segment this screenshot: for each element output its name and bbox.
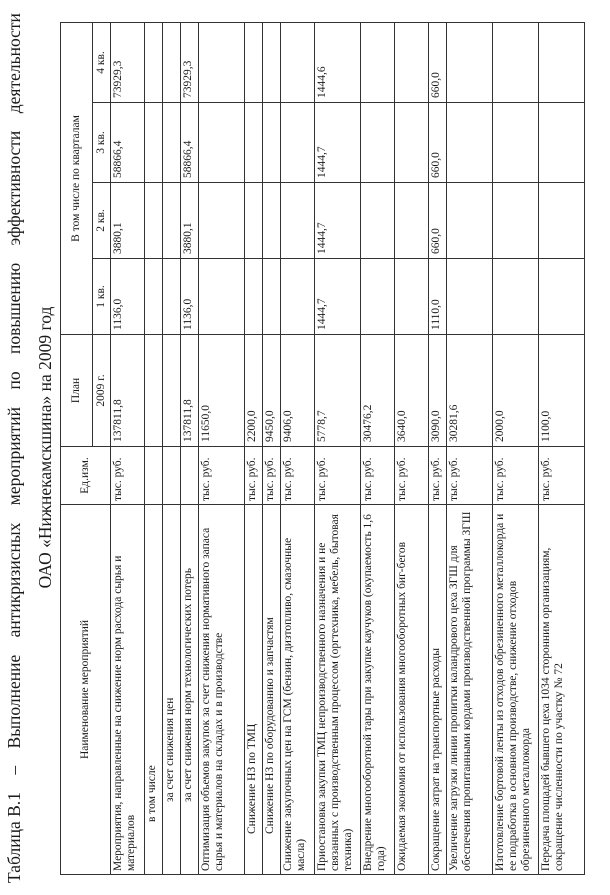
row-unit-cell: тыс. руб. (281, 447, 315, 505)
row-plan-cell: 2200,0 (245, 335, 263, 447)
row-q2-cell: 660,0 (429, 183, 447, 259)
row-q1-cell (539, 259, 585, 335)
title-word: Выполнение (4, 654, 24, 749)
row-plan-cell (145, 335, 163, 447)
row-q3-cell: 660,0 (429, 103, 447, 183)
row-unit-cell (145, 447, 163, 505)
row-unit-cell: тыс. руб. (199, 447, 245, 505)
row-name-cell: Ожидаемая экономия от использования многооборотных биг-бегов (395, 505, 429, 875)
row-plan-cell: 9450,0 (263, 335, 281, 447)
row-q2-cell (281, 183, 315, 259)
header-q3: 3 кв. (93, 103, 111, 183)
row-q3-cell (361, 103, 395, 183)
row-unit-cell: тыс. руб. (245, 447, 263, 505)
row-q4-cell (361, 22, 395, 102)
table-row (281, 22, 315, 874)
table-body (111, 22, 585, 874)
row-unit-cell: тыс. руб. (447, 447, 493, 505)
row-name-cell: за счет снижения норм технологических потерь (181, 505, 199, 875)
row-q4-cell (493, 22, 539, 102)
row-q3-cell (145, 103, 163, 183)
row-q4-cell: 73929,3 (111, 22, 145, 102)
row-q1-cell (493, 259, 539, 335)
table-row (539, 22, 585, 874)
row-q1-cell: 1136,0 (111, 259, 145, 335)
row-unit-cell: тыс. руб. (111, 447, 145, 505)
row-q3-cell: 58866,4 (111, 103, 145, 183)
title-word: антикризисных (4, 522, 24, 638)
table-row (315, 22, 361, 874)
row-q3-cell (539, 103, 585, 183)
row-q1-cell (361, 259, 395, 335)
row-q2-cell (263, 183, 281, 259)
row-unit-cell (163, 447, 181, 505)
header-plan-year: 2009 г. (93, 335, 111, 447)
title-word: по (4, 371, 24, 390)
row-q2-cell (163, 183, 181, 259)
row-q1-cell: 1110,0 (429, 259, 447, 335)
table-row (263, 22, 281, 874)
header-quarters-group: В том числе по кварталам (61, 22, 93, 334)
row-plan-cell (163, 335, 181, 447)
row-q3-cell (281, 103, 315, 183)
row-name-cell: Оптимизация объемов закупок за счет снижения нормативного запаса сырья и материалов на складах и в производстве (199, 505, 245, 875)
row-unit-cell: тыс. руб. (493, 447, 539, 505)
table-row (181, 22, 199, 874)
row-q3-cell (199, 103, 245, 183)
row-q3-cell: 1444,7 (315, 103, 361, 183)
header-q2: 2 кв. (93, 183, 111, 259)
table-row (163, 22, 181, 874)
row-q4-cell (163, 22, 181, 102)
row-name-cell: Изготовление бортовой ленты из отходов обрезиненного металлокорда и ее подработка в основном производстве, снижение отходов обрезиненного металлокорда (493, 505, 539, 875)
table-row (145, 22, 163, 874)
row-unit-cell: тыс. руб. (263, 447, 281, 505)
row-name-cell: в том числе (145, 505, 163, 875)
row-plan-cell: 9406,0 (281, 335, 315, 447)
measures-table (60, 22, 585, 875)
table-row (199, 22, 245, 874)
table-row (111, 22, 145, 874)
title-word: эффективности (4, 130, 24, 246)
row-q2-cell (539, 183, 585, 259)
row-plan-cell: 3090,0 (429, 335, 447, 447)
row-name-cell: Передача площадей бывшего цеха 1034 сторонним организациям, сокращение численности по участку № 72 (539, 505, 585, 875)
row-q3-cell: 58866,4 (181, 103, 199, 183)
row-plan-cell: 137811,8 (181, 335, 199, 447)
row-unit-cell: тыс. руб. (315, 447, 361, 505)
row-q1-cell (395, 259, 429, 335)
row-name-cell: Сокращение затрат на транспортные расходы (429, 505, 447, 875)
row-q3-cell (163, 103, 181, 183)
row-name-cell: Мероприятия, направленные на снижение норм расхода сырья и материалов (111, 505, 145, 875)
header-unit: Ед.изм. (61, 447, 111, 505)
row-name-cell: за счет снижения цен (163, 505, 181, 875)
row-q4-cell (395, 22, 429, 102)
row-unit-cell: тыс. руб. (361, 447, 395, 505)
row-q4-cell: 73929,3 (181, 22, 199, 102)
row-q1-cell (199, 259, 245, 335)
row-plan-cell: 30281,6 (447, 335, 493, 447)
row-q1-cell (281, 259, 315, 335)
row-q2-cell: 3880,1 (111, 183, 145, 259)
row-q3-cell (447, 103, 493, 183)
title-word: Таблица В.1 (4, 792, 24, 883)
row-name-cell: Снижение закупочных цен на ГСМ (бензин, дизтопливо, смазочные масла) (281, 505, 315, 875)
row-q2-cell: 3880,1 (181, 183, 199, 259)
row-q4-cell (145, 22, 163, 102)
row-plan-cell: 5778,7 (315, 335, 361, 447)
row-plan-cell: 11650,0 (199, 335, 245, 447)
row-q2-cell (361, 183, 395, 259)
row-q1-cell (447, 259, 493, 335)
row-q4-cell: 660,0 (429, 22, 447, 102)
row-q2-cell: 1444,7 (315, 183, 361, 259)
row-q3-cell (263, 103, 281, 183)
title-word: повышению (4, 262, 24, 354)
row-unit-cell: тыс. руб. (429, 447, 447, 505)
row-plan-cell: 2000,0 (493, 335, 539, 447)
header-plan: План (61, 335, 93, 447)
table-row (361, 22, 395, 874)
row-name-cell: Внедрение многооборотной тары при закупке каучуков (окупаемость 1,6 года) (361, 505, 395, 875)
table-title-line-2: ОАО «Нижнекамскшина» на 2009 год (35, 306, 55, 589)
row-unit-cell: тыс. руб. (539, 447, 585, 505)
row-q3-cell (245, 103, 263, 183)
row-unit-cell: тыс. руб. (395, 447, 429, 505)
table-row (395, 22, 429, 874)
row-q4-cell (199, 22, 245, 102)
row-q1-cell (263, 259, 281, 335)
row-q1-cell: 1136,0 (181, 259, 199, 335)
row-q4-cell (245, 22, 263, 102)
row-plan-cell: 3640,0 (395, 335, 429, 447)
header-name: Наименование мероприятий (61, 505, 111, 875)
row-q1-cell (163, 259, 181, 335)
row-q3-cell (493, 103, 539, 183)
table-row (429, 22, 447, 874)
table-title-line-1 (4, 13, 25, 883)
row-name-cell: Снижение НЗ по ТМЦ (245, 505, 263, 875)
row-q4-cell (447, 22, 493, 102)
header-q4: 4 кв. (93, 22, 111, 102)
row-q4-cell: 1444,6 (315, 22, 361, 102)
row-q2-cell (447, 183, 493, 259)
table-row (493, 22, 539, 874)
row-q4-cell (263, 22, 281, 102)
row-q2-cell (199, 183, 245, 259)
row-q3-cell (395, 103, 429, 183)
row-name-cell: Увеличение загрузки линии пропитки каландрового цеха ЗГШ для обеспечения пропитанными кордами производственной программы ЗГШ (447, 505, 493, 875)
row-plan-cell: 137811,8 (111, 335, 145, 447)
row-unit-cell (181, 447, 199, 505)
row-q2-cell (145, 183, 163, 259)
row-q4-cell (281, 22, 315, 102)
row-q1-cell (245, 259, 263, 335)
row-q1-cell: 1444,7 (315, 259, 361, 335)
table-row (447, 22, 493, 874)
header-q1: 1 кв. (93, 259, 111, 335)
row-plan-cell: 1100,0 (539, 335, 585, 447)
table-row (245, 22, 263, 874)
row-q2-cell (245, 183, 263, 259)
row-q2-cell (395, 183, 429, 259)
row-q2-cell (493, 183, 539, 259)
row-plan-cell: 30476,2 (361, 335, 395, 447)
title-word: мероприятий (4, 406, 24, 506)
title-word: деятельности (4, 13, 24, 114)
row-q4-cell (539, 22, 585, 102)
row-q1-cell (145, 259, 163, 335)
title-word: – (4, 765, 24, 775)
row-name-cell: Снижение НЗ по оборудованию и запчастям (263, 505, 281, 875)
row-name-cell: Приостановка закупки ТМЦ непроизводственного назначения и не связанных с производственным процессом (оргтехника, мебель, бытовая техника) (315, 505, 361, 875)
